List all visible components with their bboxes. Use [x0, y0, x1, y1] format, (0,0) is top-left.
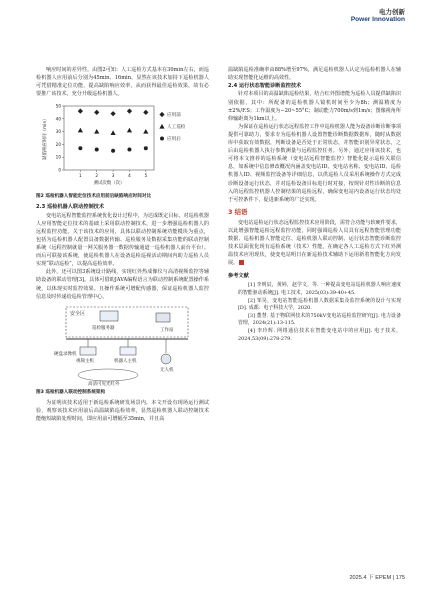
- data-point: [110, 131, 115, 136]
- x-tick-label: 5: [143, 173, 147, 179]
- data-point: [77, 128, 82, 133]
- left-paragraph-3: 此外，还可以图3系统设计路线，实现红外热成像仪与高清视频监控等辅助设备的联动管理[3]。具体可借助JAVA编程语言为联动控制系统配置操作系统，以体现实时监控效果。且操作系统可增配传感器，保证巡检机器人监控信息及时传递给巡检管理中心。: [36, 269, 209, 300]
- legend-label: 应用前: [166, 113, 181, 119]
- y-tick-label: 0: [57, 167, 61, 173]
- legend-label: 人工巡检: [166, 125, 185, 131]
- header-title-cn: 电力创新: [379, 8, 405, 16]
- safety-zone-label: 安全区: [69, 310, 85, 317]
- x-tick-label: 4: [127, 173, 131, 179]
- data-point: [110, 111, 115, 116]
- x-tick-label: 1: [78, 173, 82, 179]
- left-paragraph-4: 为证明该技术适用于新巡检系统研发场景内，本文开设有现场运行测试验，观察该技术应用前后高温缺陷巡检效率，显然巡检机器人联动控制技术能缩短缺陷处理时间，即应用前可增幅至35min，并且高: [36, 399, 209, 422]
- legend-marker: [159, 124, 164, 129]
- section-2-4-heading: 2.4 运行状态智能诊断监控技术: [228, 83, 302, 90]
- workstation-icon: [156, 313, 170, 322]
- left-column: [36, 66, 209, 423]
- robot-host-icon: [120, 347, 136, 355]
- video-host-label: 视频主机: [75, 358, 94, 364]
- header-title-en: Power Innovation: [350, 16, 405, 23]
- reference-item: [1] 李明辰，黄婷，赵学文，等. 一种提高变电站巡检机器人响应速度的智能驱动系统[J]. 电工技术，2025(03):39-40+45.: [238, 282, 401, 296]
- legend-marker: [159, 112, 164, 117]
- inspection-ring: [78, 369, 138, 381]
- conclusion-text: 变电站巡检运行状态远程监控技术应用阶段，需符合功能与软硬件要求，以此增强智能巡检远程监控功能，同时强调巡检人员具有远程智能管理功能数据、巡检机器人智能定位、巡检机器人联动控制、运行状态智能诊断监控技术层面优化现有巡检系统（技术）性能，在确定各人工巡检方式下红外测温技术应用现状，使变电站明日在新巡检技术辅助下运用新着智能化方向发展。: [228, 219, 402, 267]
- right-paragraph-2: 针对本项目的高温缺陷巡检结果，结合红外图谱能为巡检人员提供缺陷识别依据，其中：所配备的巡检机器人镜机时间至少为8h；测温精度为±2%/F.S；工作温度为−20~55°C；制动能力700m/s到1m/s；图像视角所仰输距离为1km以上。: [228, 91, 402, 122]
- data-point: [126, 128, 131, 133]
- right-column: [228, 66, 401, 343]
- x-axis-label: 测试次数（次）: [93, 181, 124, 187]
- reference-item: [3] 董慧. 基于物联网技术的750kV变电站巡检监控研究[J]. 电力设备管理，2024(21):13-115.: [238, 312, 401, 327]
- reference-item: [4] 李玲辉. 网络通信技术在智能变电站中的应用[J]. 电子技术，2024,53(09):278-279.: [238, 327, 401, 342]
- y-tick-label: 50: [55, 103, 61, 109]
- y-tick-label: 40: [55, 116, 61, 122]
- data-point: [77, 109, 82, 114]
- legend-marker: [160, 137, 164, 141]
- server-label: 巡检服务器: [91, 325, 114, 331]
- nvr-label: 硬盘录像机: [53, 351, 76, 357]
- y-tick-label: 20: [55, 142, 61, 148]
- references-title: 参考文献: [228, 273, 249, 280]
- section-3-heading: 3 结语: [228, 207, 248, 216]
- section-2-3-heading: 2.3 巡检机器人联动控制技术: [36, 204, 105, 211]
- right-paragraph-3: 为保证在巡检运行状态远程监控工作中巡检机器人能为设备诊断诊断事项提供可靠助力，要求专为巡检机器人设置智能诊断数据数据库，随时从数据库中获取有效数据，判断设备是否处于正常状态，并智能识别异常状态，之后由巡检机器人执行参数测量与远程监控任务。另外，通过应用该技术，也可将本文推荐的巡检系统（变电站远程智能监控）智能化提示巡检关联信息，如系统中信息修改概况内涵盖变电站ID、变电站名称、变电站ID、巡检机器人ID、视频监控设备等详细信息，以供巡检人员采用系统操作方式完成诊断设备运行状态，并对巡检设备目标进行时对接，按规针对性诊断的信息入的远程监控机器人控制结果的巡检远程，确保变电站内设备运行状态均处于可控条件下，促进新系统的广泛实现。: [228, 123, 402, 203]
- data-point: [78, 147, 82, 151]
- x-tick-label: 2: [94, 173, 98, 179]
- left-paragraph-1: 响应时间的差异性。由图2可知：人工巡检方式基本在30min左右，而巡检机器人应用前后分别为45min、16min，显然在该技术加持下巡检机器人可凭借精准定位功能，提高缺陷响应效率，从而获得最佳巡检效果，故有必要推广该技术，充分升级巡检机器人。: [36, 67, 209, 98]
- reference-item: [2] 邹昊，变电站智能巡检机器人数据采集及监控系统的设计与实现[D]. 成都：电子科技大学，2020.: [238, 297, 401, 312]
- y-axis-label: 缺陷响应时间（min）: [42, 116, 48, 161]
- data-point: [143, 129, 148, 134]
- response-time-chart: [38, 100, 208, 192]
- page-footer: 2025.4 下 EPEM | 175: [349, 575, 405, 581]
- plot-frame: [64, 106, 154, 170]
- data-point: [94, 148, 98, 152]
- references-list: [228, 282, 401, 343]
- linkage-control-diagram: [48, 303, 198, 388]
- right-paragraph-1: 温缺陷巡检准确率由88%增至97%，满足巡检机器人认定为巡检机器人在辅助实现智能化运维的高效性。: [228, 67, 401, 82]
- data-point: [126, 109, 131, 114]
- robot-host-label: 机器人主机: [113, 358, 136, 364]
- data-point: [94, 110, 99, 115]
- workstation-label: 工作站: [159, 327, 173, 333]
- end-mark-icon: [239, 260, 244, 265]
- figure-3-caption: 图3 巡检机器人联动控制系统架构: [36, 389, 106, 395]
- left-paragraph-2: 变电站远程智能监控系统优化设计过程中，为达成既定目标，对巡检机器人应用智能定位技术的基础上采用联动控制技术，进一步增强巡检机器人的远程监控功能。关于该技术的应用，具体以联动控制系统功能模块为重点，包括为巡检机器人配置具备数据传输、巡检服务及数据采集功能的联动控制系统（远程控制就量一网关服务器一数据传输通道一巡检机器人前台平台）。而后可联接该系统，使巡检机器人在设备巡检巡视活动期间内助力巡检人员实现“联动巡检”，以提高巡检效率。: [36, 212, 210, 268]
- legend-label: 应用后: [166, 137, 181, 143]
- server-icon: [100, 311, 118, 321]
- data-point: [111, 149, 115, 153]
- video-host-icon: [80, 347, 96, 355]
- figure-2-caption: 图2 巡检机器人智能定位技术应用前后缺陷响应时间对比: [36, 194, 152, 200]
- data-point: [127, 148, 131, 152]
- data-point: [143, 110, 148, 115]
- y-tick-label: 10: [55, 155, 61, 161]
- ir-label: 高清可见光红外: [87, 381, 119, 387]
- x-tick-label: 3: [111, 173, 114, 179]
- y-tick-label: 30: [55, 129, 61, 135]
- journal-header: [351, 8, 405, 24]
- data-point: [94, 129, 99, 134]
- data-point: [143, 147, 147, 151]
- right-paragraph-4: [228, 219, 401, 268]
- drone-label: 无人机: [159, 367, 173, 373]
- drone-icon: [161, 354, 171, 364]
